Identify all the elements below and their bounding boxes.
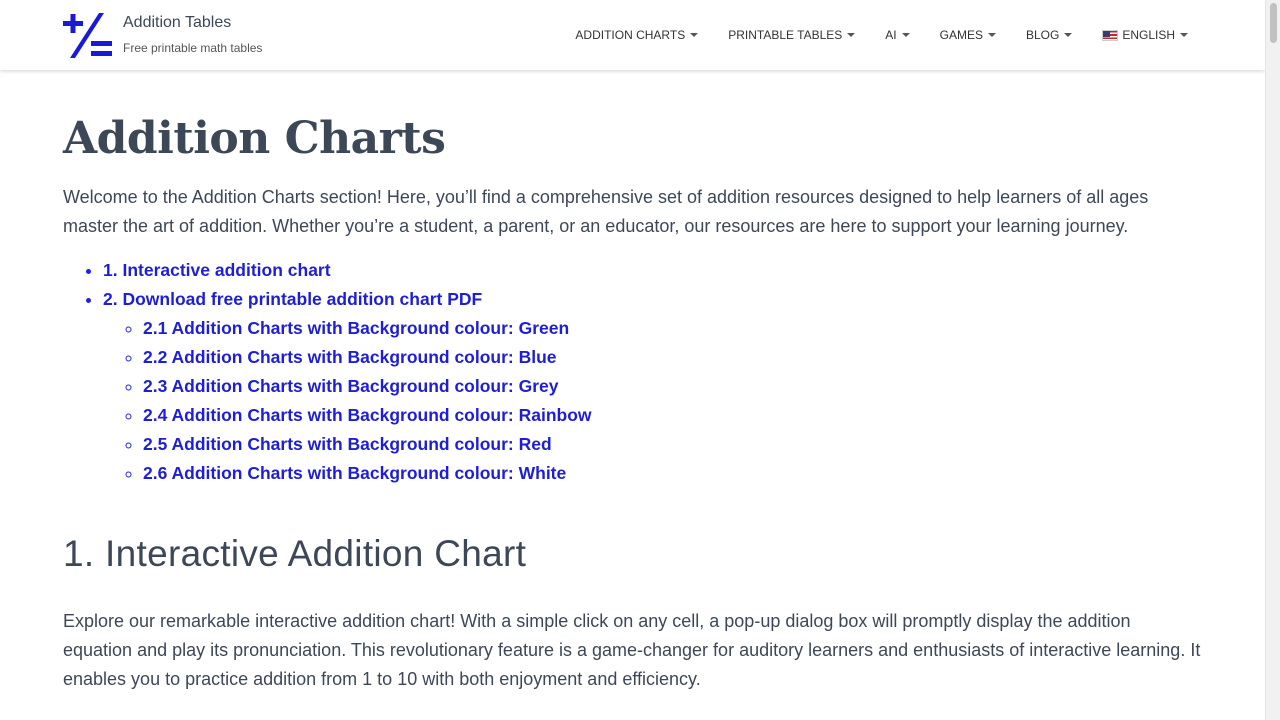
scrollbar-thumb[interactable] [1270, 3, 1277, 43]
nav-language-label: ENGLISH [1122, 28, 1175, 42]
nav-printable-tables-label: PRINTABLE TABLES [728, 28, 843, 42]
toc-subitem [143, 401, 1203, 430]
toc-subitem [143, 343, 1203, 372]
toc-subitem [143, 314, 1203, 343]
toc-item [103, 256, 1203, 285]
caret-down-icon [847, 33, 855, 37]
nav-printable-tables[interactable] [728, 28, 855, 42]
caret-down-icon [1064, 33, 1072, 37]
section-paragraph: Explore our remarkable interactive addition chart! With a simple click on any cell, a pop-up dialog box will promptly display the addition equation and play its pronunciation. This revolutionary feature is a game-changer for auditory learners and enthusiasts of interactive learning. It enables you to practice addition from 1 to 10 with both enjoyment and efficiency. [63, 611, 1201, 689]
home-logo-link[interactable] [63, 12, 262, 60]
main-content [63, 70, 1203, 720]
page-scrollbar[interactable] [1265, 0, 1280, 720]
toc-link-green[interactable]: 2.1 Addition Charts with Background colour: Green [143, 318, 570, 338]
brand-tagline: Free printable math tables [123, 41, 263, 55]
section-heading-interactive-chart: 1. Interactive Addition Chart [63, 533, 527, 574]
toc-link-red[interactable]: 2.5 Addition Charts with Background colour: Red [143, 434, 552, 454]
brand-title: Addition Tables [123, 14, 232, 31]
intro-paragraph: Welcome to the Addition Charts section! Here, you’ll find a comprehensive set of addition resources designed to help learners of all ages master the art of addition. Whether you’re a student, a parent, or an educator, our resources are here to support your learning journey. [63, 187, 1149, 236]
table-of-contents [63, 256, 1203, 488]
toc-link-blue[interactable]: 2.2 Addition Charts with Background colour: Blue [143, 347, 557, 367]
brand [123, 12, 262, 56]
caret-down-icon [988, 33, 996, 37]
nav-games[interactable] [940, 28, 996, 42]
toc-subitem [143, 459, 1203, 488]
toc-subitem [143, 372, 1203, 401]
nav-addition-charts-label: ADDITION CHARTS [575, 28, 686, 42]
site-header [0, 0, 1265, 70]
main-nav [545, 0, 1188, 70]
nav-blog[interactable] [1026, 28, 1072, 42]
toc-link-rainbow[interactable]: 2.4 Addition Charts with Background colour: Rainbow [143, 405, 592, 425]
nav-ai[interactable] [885, 28, 909, 42]
caret-down-icon [690, 33, 698, 37]
nav-blog-label: BLOG [1025, 28, 1060, 42]
plus-equals-logo-icon [63, 12, 113, 60]
toc-subitem [143, 430, 1203, 459]
nav-language[interactable] [1102, 28, 1188, 42]
page-title: Addition Charts [63, 113, 446, 164]
toc-item [103, 285, 1203, 488]
toc-link-interactive-chart[interactable]: 1. Interactive addition chart [103, 260, 331, 280]
caret-down-icon [902, 33, 910, 37]
nav-ai-label: AI [885, 28, 897, 42]
toc-link-white[interactable]: 2.6 Addition Charts with Background colour: White [143, 463, 567, 483]
toc-link-grey[interactable]: 2.3 Addition Charts with Background colour: Grey [143, 376, 559, 396]
us-flag-icon [1102, 30, 1118, 41]
nav-addition-charts[interactable] [575, 28, 698, 42]
toc-link-download-pdf[interactable]: 2. Download free printable addition chart PDF [103, 289, 483, 309]
caret-down-icon [1180, 33, 1188, 37]
nav-games-label: GAMES [939, 28, 983, 42]
